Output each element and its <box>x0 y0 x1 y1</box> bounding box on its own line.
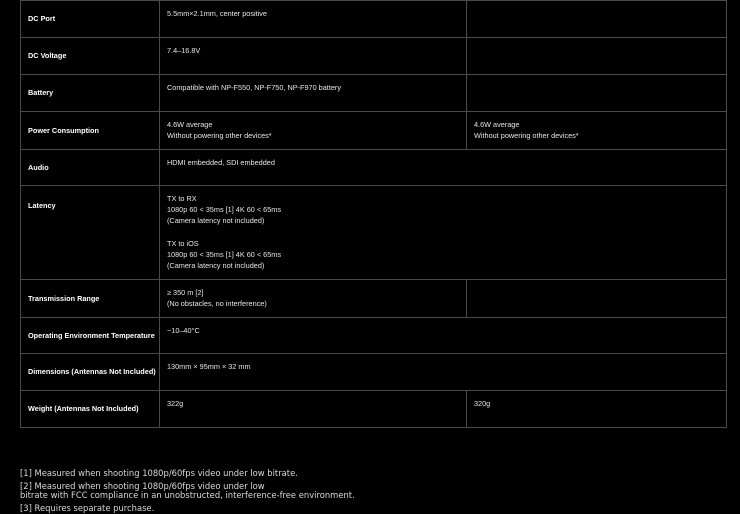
row-label: Audio <box>21 150 160 186</box>
spec-value <box>160 1 467 38</box>
spec-value-alt <box>467 112 727 150</box>
footnote <box>20 482 720 501</box>
row-label: Power Consumption <box>21 112 160 150</box>
value-line: 1080p 60 < 35ms [1] 4K 60 < 65ms <box>167 250 281 259</box>
row-label: DC Voltage <box>21 38 160 75</box>
table-row <box>21 1 727 38</box>
spec-value-alt <box>467 38 727 75</box>
row-label: Transmission Range <box>21 280 160 318</box>
footnote <box>20 504 720 514</box>
spacer <box>167 227 719 238</box>
table-row <box>21 280 727 318</box>
row-label: Operating Environment Temperature <box>21 318 160 354</box>
table-row <box>21 354 727 391</box>
footnote-line: bitrate with FCC compliance in an unobstructed, interference-free environment. <box>20 490 355 501</box>
table-row <box>21 391 727 428</box>
value-line: 5.5mm×2.1mm, center positive <box>167 9 267 18</box>
spec-value-alt <box>467 280 727 318</box>
footnote-line: [2] Measured when shooting 1080p/60fps video under low <box>20 480 265 491</box>
value-line: Without powering other devices* <box>474 131 579 141</box>
row-label: Battery <box>21 75 160 112</box>
spec-value-alt <box>467 1 727 38</box>
table-row <box>21 318 727 354</box>
spec-value <box>160 150 727 186</box>
value-line: Without powering other devices* <box>167 131 272 141</box>
spec-value <box>160 38 467 75</box>
value-line: 320g <box>474 399 491 408</box>
value-line: Compatible with NP-F550, NP-F750, NP-F970 battery <box>167 83 341 92</box>
specifications-table <box>20 0 727 428</box>
row-label: DC Port <box>21 1 160 38</box>
value-line: TX to iOS <box>167 238 199 248</box>
value-line: 4.6W average <box>167 120 213 129</box>
value-line: −10–40°C <box>167 326 200 335</box>
value-line: 7.4–16.8V <box>167 46 201 55</box>
footnote-line: [3] Requires separate purchase. <box>20 502 155 513</box>
table-row <box>21 38 727 75</box>
footnotes <box>20 469 720 514</box>
spec-value <box>160 280 467 318</box>
spec-value <box>160 391 467 428</box>
spec-value <box>160 112 467 150</box>
footnote-line: [1] Measured when shooting 1080p/60fps video under low bitrate. <box>20 468 298 478</box>
value-line: ≥ 350 m [2] <box>167 288 204 297</box>
table-row <box>21 112 727 150</box>
value-line: 1080p 60 < 35ms [1] 4K 60 < 65ms <box>167 205 281 215</box>
value-line: TX to RX <box>167 194 197 203</box>
value-line: 4.6W average <box>474 120 520 129</box>
table-row <box>21 150 727 186</box>
value-line: (Camera latency not included) <box>167 216 265 226</box>
value-line: HDMI embedded, SDI embedded <box>167 158 275 167</box>
spec-value <box>160 186 727 280</box>
row-label: Dimensions (Antennas Not Included) <box>21 354 160 391</box>
value-line: 130mm × 95mm × 32 mm <box>167 362 251 371</box>
row-label: Latency <box>21 186 160 280</box>
spec-value <box>160 354 727 391</box>
table-row <box>21 75 727 112</box>
spec-value-alt <box>467 391 727 428</box>
row-label: Weight (Antennas Not Included) <box>21 391 160 428</box>
value-line: 322g <box>167 399 184 408</box>
spec-value <box>160 75 467 112</box>
spec-value <box>160 318 727 354</box>
table-row <box>21 186 727 280</box>
value-line: (No obstacles, no interference) <box>167 299 267 309</box>
value-line: (Camera latency not included) <box>167 261 265 271</box>
footnote <box>20 469 720 479</box>
spec-value-alt <box>467 75 727 112</box>
